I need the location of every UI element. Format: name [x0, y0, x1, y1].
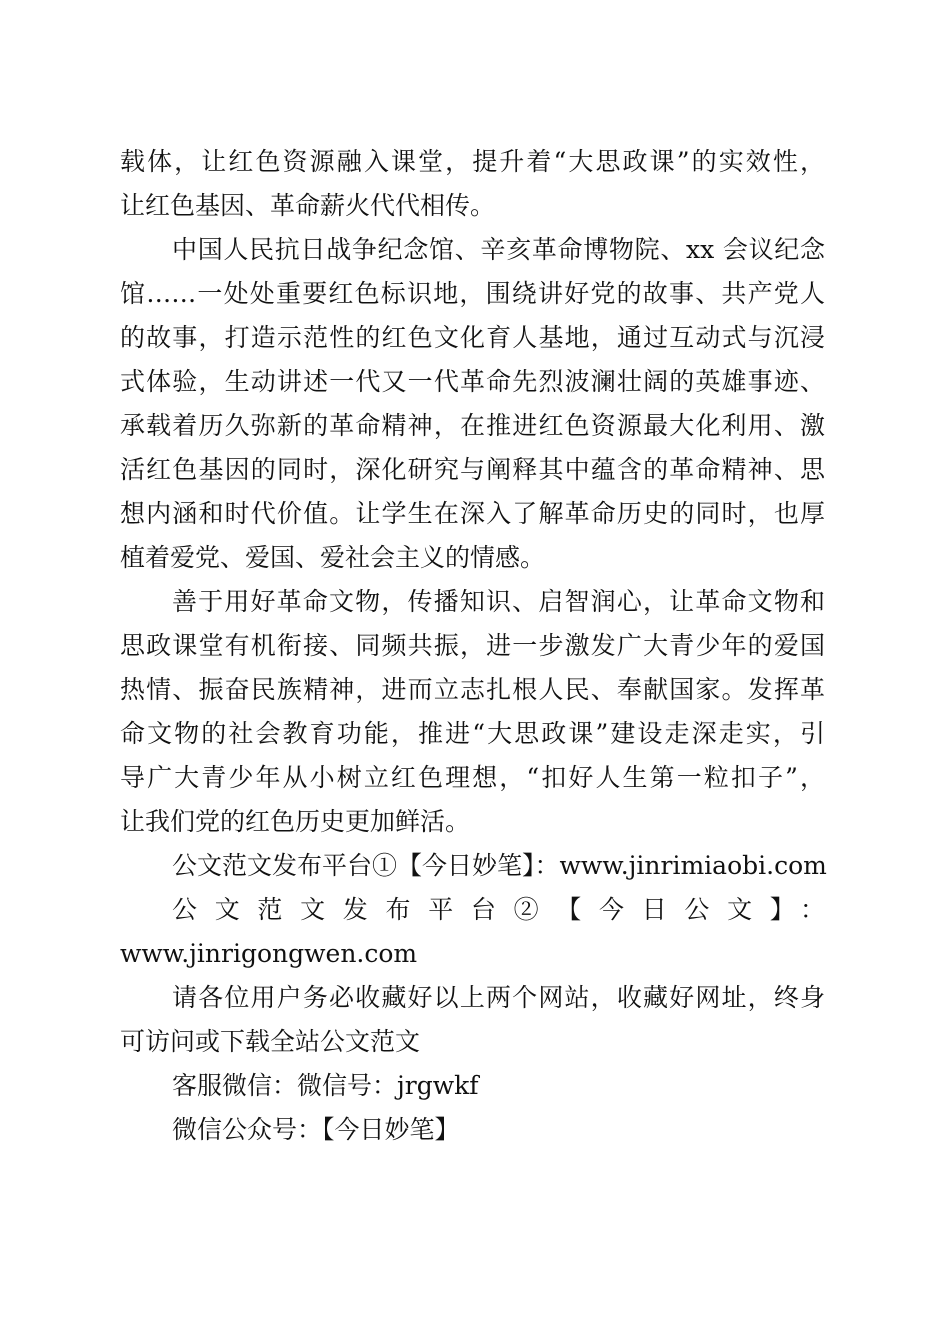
- platform-2-line: 公文范文发布平台②【今日公文】：: [172, 895, 825, 924]
- paragraph-bookmark-notice: [120, 976, 825, 1064]
- text-line: 善于用好革命文物，传播知识、启智润心，让革命文物和: [172, 587, 825, 616]
- text-line: 式体验，生动讲述一代又一代革命先烈波澜壮阔的英雄事迹、: [120, 367, 825, 396]
- platform-2-url: www.jinrigongwen.com: [120, 939, 418, 968]
- paragraph-platform-2: [120, 888, 825, 976]
- text-line: 热情、振奋民族精神，进而立志扎根人民、奉献国家。发挥革: [120, 675, 825, 704]
- text-line: 可访问或下载全站公文范文: [120, 1027, 421, 1056]
- text-line: 中国人民抗日战争纪念馆、辛亥革命博物院、xx 会议纪念: [172, 235, 825, 264]
- service-wechat-line: 客服微信：微信号：jrgwkf: [172, 1071, 479, 1100]
- paragraph-official-account: [120, 1108, 825, 1152]
- paragraph-service-wechat: [120, 1064, 825, 1108]
- text-line: 植着爱党、爱国、爱社会主义的情感。: [120, 543, 546, 572]
- text-line: 馆……一处处重要红色标识地，围绕讲好党的故事、共产党人: [120, 279, 825, 308]
- text-line: 导广大青少年从小树立红色理想，“扣好人生第一粒扣子”，: [120, 763, 825, 792]
- text-line: 命文物的社会教育功能，推进“大思政课”建设走深走实，引: [120, 719, 825, 748]
- text-line: 载体，让红色资源融入课堂，提升着“大思政课”的实效性，: [120, 147, 825, 176]
- platform-1-line: 公文范文发布平台①【今日妙笔】：www.jinrimiaobi.com: [172, 851, 827, 880]
- paragraph-continuation: [120, 140, 825, 228]
- document-body: [120, 140, 825, 1152]
- text-line: 活红色基因的同时，深化研究与阐释其中蕴含的革命精神、思: [120, 455, 825, 484]
- text-line: 让红色基因、革命薪火代代相传。: [120, 191, 496, 220]
- paragraph-platform-1: [120, 844, 825, 888]
- text-line: 请各位用户务必收藏好以上两个网站，收藏好网址，终身: [172, 983, 825, 1012]
- official-account-line: 微信公众号：【今日妙笔】: [172, 1115, 460, 1144]
- text-line: 思政课堂有机衔接、同频共振，进一步激发广大青少年的爱国: [120, 631, 825, 660]
- text-line: 的故事，打造示范性的红色文化育人基地，通过互动式与沉浸: [120, 323, 825, 352]
- text-line: 想内涵和时代价值。让学生在深入了解革命历史的同时，也厚: [120, 499, 825, 528]
- text-line: 承载着历久弥新的革命精神，在推进红色资源最大化利用、激: [120, 411, 825, 440]
- paragraph-revolutionary-relics: [120, 580, 825, 844]
- text-line: 让我们党的红色历史更加鲜活。: [120, 807, 471, 836]
- paragraph-memorial-halls: [120, 228, 825, 580]
